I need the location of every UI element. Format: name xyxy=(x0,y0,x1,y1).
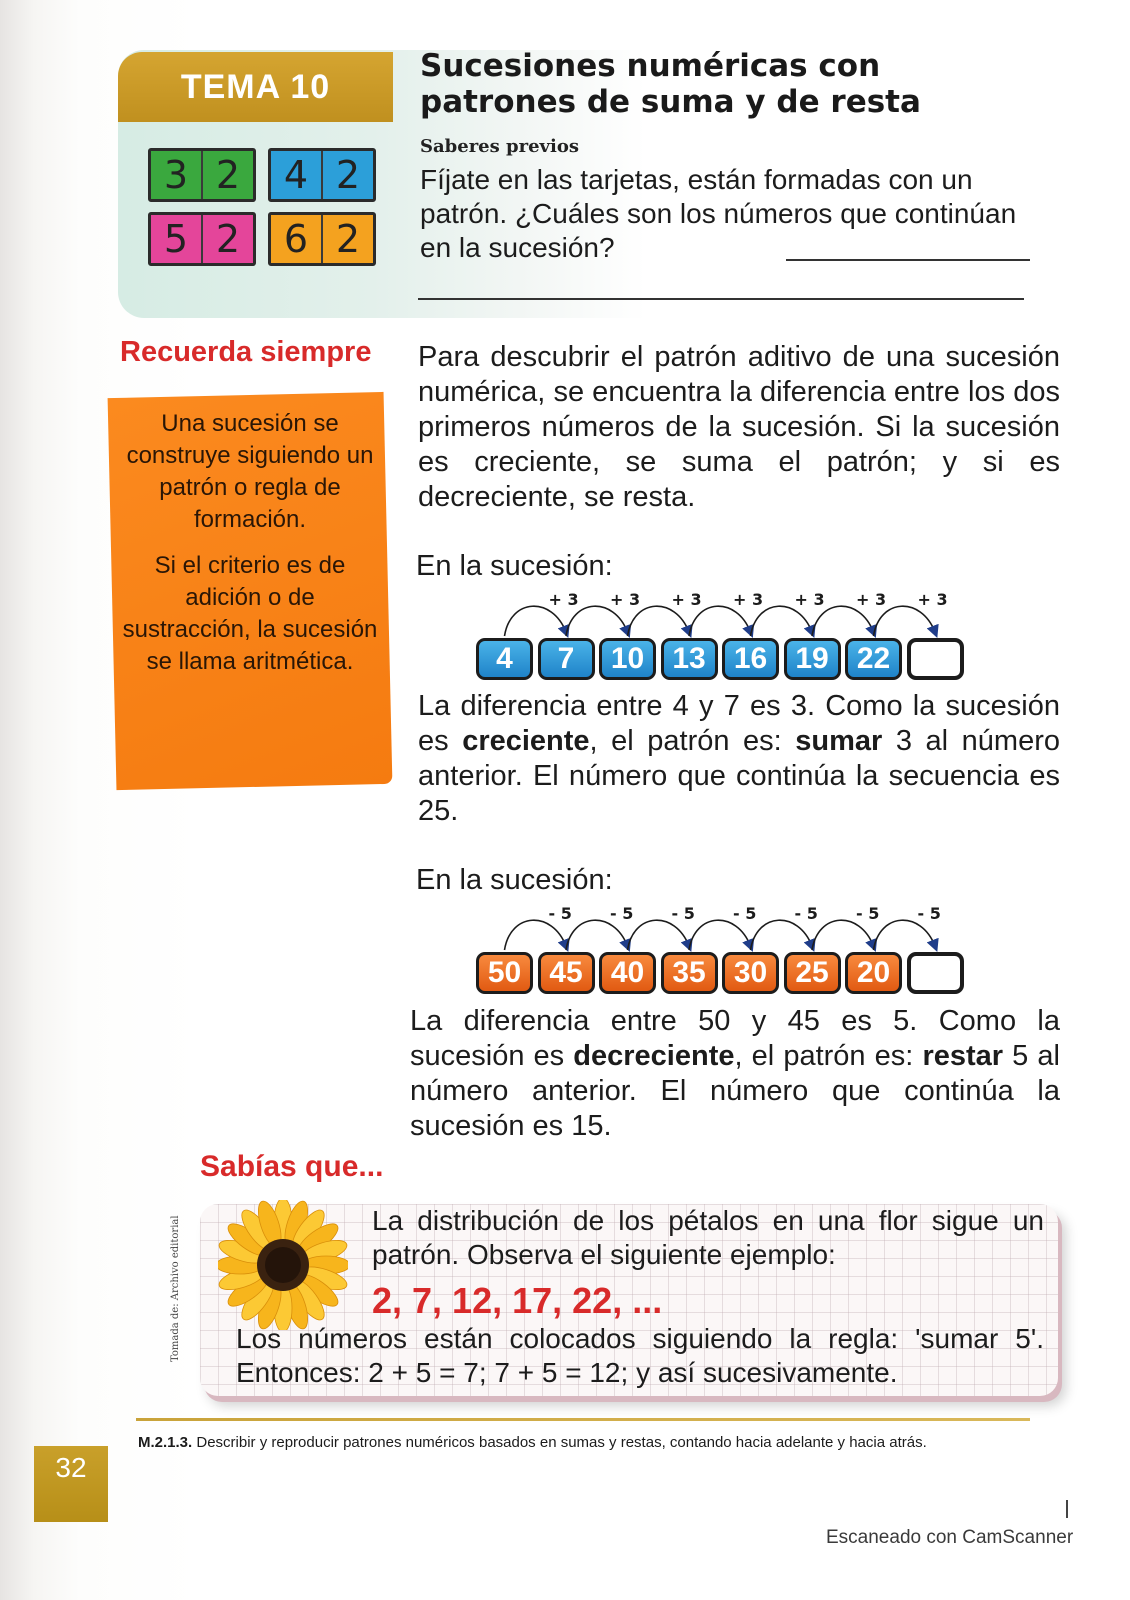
step-label: - 5 xyxy=(733,904,757,923)
step-label: + 3 xyxy=(917,590,948,609)
sequence-tile: 50 xyxy=(476,952,533,994)
step-label: - 5 xyxy=(794,904,818,923)
card-digit: 2 xyxy=(201,151,253,199)
step-arrow xyxy=(689,920,751,950)
sequence-tile: 13 xyxy=(661,638,718,680)
step-label: - 5 xyxy=(671,904,695,923)
sabias-text: La distribución de los pétalos en una flor sigue un patrón. Observa el siguiente ejemplo: xyxy=(372,1205,1044,1270)
step-arrow xyxy=(874,920,936,950)
number-cards xyxy=(148,148,378,273)
card-digit: 4 xyxy=(283,153,309,197)
step-label: + 3 xyxy=(856,590,887,609)
saberes-question: Fíjate en las tarjetas, están formadas con un patrón. ¿Cuáles son los números que continúan en la sucesión? xyxy=(420,164,1017,263)
sunflower-icon xyxy=(218,1200,348,1330)
number-card xyxy=(148,148,256,202)
scan-mark xyxy=(1066,1500,1068,1518)
sequence-tile: 35 xyxy=(661,952,718,994)
sabias-sequence: 2, 7, 12, 17, 22, ... xyxy=(372,1280,663,1321)
number-card xyxy=(268,148,376,202)
sequence-tile: 16 xyxy=(722,638,779,680)
seq2-explanation: La diferencia entre 50 y 45 es 5. Como la sucesión es decreciente, el patrón es: restar 5 al número anterior. El número que continúa la sucesión es 15. xyxy=(410,1005,1060,1142)
step-label: - 5 xyxy=(610,904,634,923)
card-digit: 2 xyxy=(201,215,253,263)
step-arrow xyxy=(812,606,874,636)
recuerda-paragraph: Una sucesión se construye siguiendo un patrón o regla de formación. xyxy=(126,410,374,533)
recuerda-title: Recuerda siempre xyxy=(120,336,372,368)
seq2-label: En la sucesión: xyxy=(416,864,613,896)
sequence-tile: 7 xyxy=(538,638,595,680)
step-label: + 3 xyxy=(671,590,702,609)
scanner-watermark: Escaneado con CamScanner xyxy=(826,1527,1074,1548)
title-line-2: patrones de suma y de resta xyxy=(420,84,921,120)
step-arrow xyxy=(751,920,813,950)
step-arrow xyxy=(812,920,874,950)
sabias-rule-line: Entonces: 2 + 5 = 7; 7 + 5 = 12; y así sucesivamente. xyxy=(236,1357,898,1388)
objective-text: Describir y reproducir patrones numéricos basados en sumas y restas, contando hacia adelante y hacia atrás. xyxy=(192,1434,927,1451)
sequence-tile: 10 xyxy=(599,638,656,680)
number-card xyxy=(268,212,376,266)
step-arrow xyxy=(751,606,813,636)
step-label: - 5 xyxy=(856,904,880,923)
sequence-tile: 20 xyxy=(845,952,902,994)
answer-line[interactable] xyxy=(418,298,1024,300)
tema-badge xyxy=(118,52,393,122)
sequence-tile: 22 xyxy=(845,638,902,680)
page-number-tab xyxy=(34,1446,108,1522)
step-label: + 3 xyxy=(794,590,825,609)
sabias-rule-line: Los números están colocados siguiendo la regla: 'sumar 5'. xyxy=(236,1323,1044,1354)
sequence-tile: 45 xyxy=(538,952,595,994)
sequence-tile: 30 xyxy=(722,952,779,994)
sequence-tile: 4 xyxy=(476,638,533,680)
card-digit: 5 xyxy=(163,217,189,261)
step-label: + 3 xyxy=(610,590,641,609)
card-digit: 2 xyxy=(321,151,373,199)
step-arrow xyxy=(505,920,567,950)
sabias-title: Sabías que... xyxy=(200,1150,384,1183)
step-arrow xyxy=(628,606,690,636)
page-title xyxy=(420,48,1060,120)
sequence-increasing xyxy=(476,590,976,688)
step-arrow xyxy=(566,606,628,636)
footer-divider xyxy=(136,1418,1030,1421)
recuerda-paragraph: Si el criterio es de adición o de sustracción, la sucesión se llama aritmética. xyxy=(122,552,378,675)
title-line-1: Sucesiones numéricas con xyxy=(420,48,881,84)
seq1-explanation: La diferencia entre 4 y 7 es 3. Como la sucesión es creciente, el patrón es: sumar 3 al número anterior. El número que continúa la secuencia es 25. xyxy=(418,690,1060,827)
image-credit: Tomada de: Archivo editorial xyxy=(170,1215,181,1362)
explanation-paragraph: Para descubrir el patrón aditivo de una sucesión numérica, se encuentra la diferencia entre los dos primeros números de la sucesión. Si la sucesión es creciente, se suma el patrón; y si es decreciente, se resta. xyxy=(418,341,1060,513)
sequence-tile: 19 xyxy=(784,638,841,680)
step-arrow xyxy=(628,920,690,950)
objective-code: M.2.1.3. xyxy=(138,1434,193,1451)
empty-answer-tile[interactable] xyxy=(907,638,964,680)
card-digit: 2 xyxy=(321,215,373,263)
answer-line[interactable] xyxy=(786,259,1030,261)
step-arrow xyxy=(874,606,936,636)
saberes-label: Saberes previos xyxy=(420,136,579,157)
sequence-tile: 40 xyxy=(599,952,656,994)
recuerda-text xyxy=(120,408,380,678)
sabias-rule xyxy=(236,1322,1044,1390)
step-label: - 5 xyxy=(917,904,941,923)
card-digit: 6 xyxy=(283,217,309,261)
step-arrow xyxy=(566,920,628,950)
learning-objective xyxy=(138,1434,1038,1451)
sequence-tile: 25 xyxy=(784,952,841,994)
card-digit: 3 xyxy=(163,153,189,197)
step-label: + 3 xyxy=(548,590,579,609)
step-arrow xyxy=(505,606,567,636)
step-label: - 5 xyxy=(548,904,572,923)
number-card xyxy=(148,212,256,266)
sequence-decreasing xyxy=(476,904,976,1002)
empty-answer-tile[interactable] xyxy=(907,952,964,994)
tema-label: TEMA 10 xyxy=(180,67,331,106)
step-arrow xyxy=(689,606,751,636)
step-label: + 3 xyxy=(733,590,764,609)
seq1-label: En la sucesión: xyxy=(416,550,613,582)
page-number: 32 xyxy=(55,1452,87,1483)
